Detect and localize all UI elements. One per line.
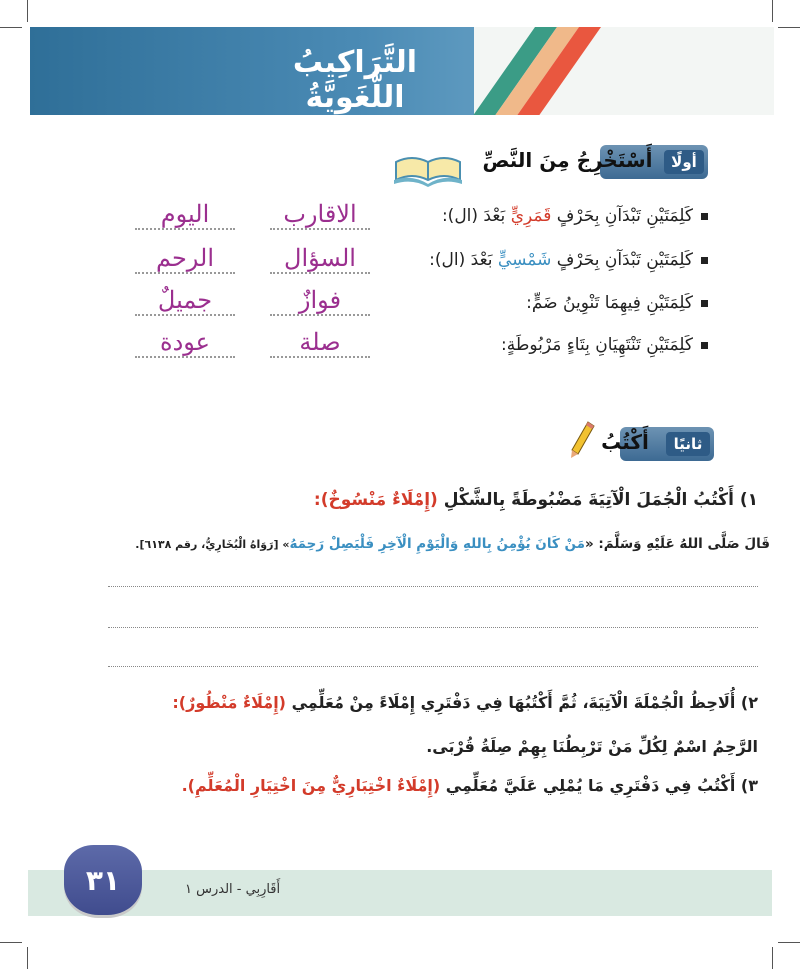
bullet <box>701 342 708 349</box>
exercise-tag: (إِمْلَاءٌ اخْتِبَارِيٌّ مِنَ اخْتِيَارِ الْمُعَلِّمِ). <box>181 776 441 795</box>
question-row <box>501 335 708 355</box>
book-icon <box>392 152 464 188</box>
bullet <box>701 300 708 307</box>
writing-line[interactable] <box>108 627 758 628</box>
question-text: كَلِمَتَيْنِ تَبْدَآنِ بِحَرْفٍ <box>556 250 693 270</box>
question-row <box>526 293 708 313</box>
lesson-label: أَقَارِبِي - الدرس ١ <box>185 882 281 897</box>
crop-mark <box>27 947 28 969</box>
question-suffix: بَعْدَ (ال): <box>429 250 493 270</box>
exercise-number: ١) <box>739 490 758 510</box>
exercise-number: ٢) <box>740 693 758 712</box>
answer-field[interactable]: اليوم <box>135 200 235 230</box>
crop-mark <box>0 27 22 28</box>
section-heading: أَسْتَخْرِجُ مِنَ النَّصِّ <box>482 148 653 172</box>
exercise-tag: (إِمْلَاءٌ مَنْسُوخٌ): <box>313 490 438 510</box>
header-banner <box>30 27 774 115</box>
exercise-3 <box>182 776 758 795</box>
bullet <box>701 257 708 264</box>
hadith-quote: مَنْ كَانَ يُؤْمِنُ بِاللهِ وَالْيَوْمِ الْآخِرِ فَلْيَصِلْ رَحِمَهُ <box>289 536 585 552</box>
question-text: كَلِمَتَيْنِ تَبْدَآنِ بِحَرْفٍ <box>556 206 693 226</box>
section-badge: ثانيًا <box>666 432 710 456</box>
question-row <box>429 250 708 270</box>
exercise-1 <box>314 490 758 510</box>
exercise-text: أَكْتُبُ الْجُمَلَ الْآتِيَةَ مَضْبُوطَةً بِالشَّكْلِ <box>443 490 734 510</box>
bullet <box>701 213 708 220</box>
answer-field[interactable]: عودة <box>135 328 235 358</box>
crop-mark <box>0 942 22 943</box>
crop-mark <box>778 27 800 28</box>
crop-mark <box>772 0 773 22</box>
dictation-sentence: الرَّحِمُ اسْمٌ لِكُلِّ مَنْ تَرْبِطُنَا بِهِمْ صِلَةُ قُرْبَى. <box>426 737 758 756</box>
exercise-text: أُلَاحِظُ الْجُمْلَةَ الْآتِيَةَ، ثُمَّ أَكْتُبُهَا فِي دَفْتَرِي إِمْلَاءً مِنْ مُعَلِّمِي <box>291 693 736 712</box>
question-suffix: بَعْدَ (ال): <box>441 206 506 226</box>
hadith-line <box>135 536 770 552</box>
exercise-number: ٣) <box>740 776 758 795</box>
page-title: التَّرَاكِيبُ اللُّغَوِيَّةُ <box>292 45 418 115</box>
exercise-tag: (إِمْلَاءٌ مَنْظُورٌ): <box>172 693 286 712</box>
section-heading: أَكْتُبُ <box>601 430 649 454</box>
answer-field[interactable]: فوازٌ <box>270 286 370 316</box>
answer-field[interactable]: الرحم <box>135 244 235 274</box>
question-row <box>442 206 708 226</box>
answer-field[interactable]: جميلٌ <box>135 286 235 316</box>
section-badge: أولًا <box>664 150 704 174</box>
writing-line[interactable] <box>108 586 758 587</box>
answer-field[interactable]: السؤال <box>270 244 370 274</box>
crop-mark <box>27 0 28 22</box>
hadith-source: » [رَوَاهُ الْبُخَارِيُّ، رقم ٦١٣٨]. <box>135 538 290 551</box>
crop-mark <box>778 942 800 943</box>
hadith-intro: قَالَ صَلَّى اللهُ عَلَيْهِ وَسَلَّمَ: « <box>584 536 770 552</box>
exercise-2 <box>172 693 758 712</box>
pencil-icon <box>568 420 596 460</box>
question-text: كَلِمَتَيْنِ تَنْتَهِيَانِ بِتَاءٍ مَرْبُوطَةٍ: <box>501 335 693 355</box>
keyword: شَمْسِيٍّ <box>497 250 552 270</box>
exercise-text: أَكْتُبُ فِي دَفْتَرِي مَا يُمْلِي عَلَيَّ مُعَلِّمِي <box>445 776 736 795</box>
crop-mark <box>772 947 773 969</box>
keyword: قَمَرِيٍّ <box>510 206 552 226</box>
question-text: كَلِمَتَيْنِ فِيهِمَا تَنْوِينُ ضَمٍّ: <box>526 293 693 313</box>
answer-field[interactable]: صلة <box>270 328 370 358</box>
answer-field[interactable]: الاقارب <box>270 200 370 230</box>
writing-line[interactable] <box>108 666 758 667</box>
page-number: ٣١ <box>64 845 142 915</box>
